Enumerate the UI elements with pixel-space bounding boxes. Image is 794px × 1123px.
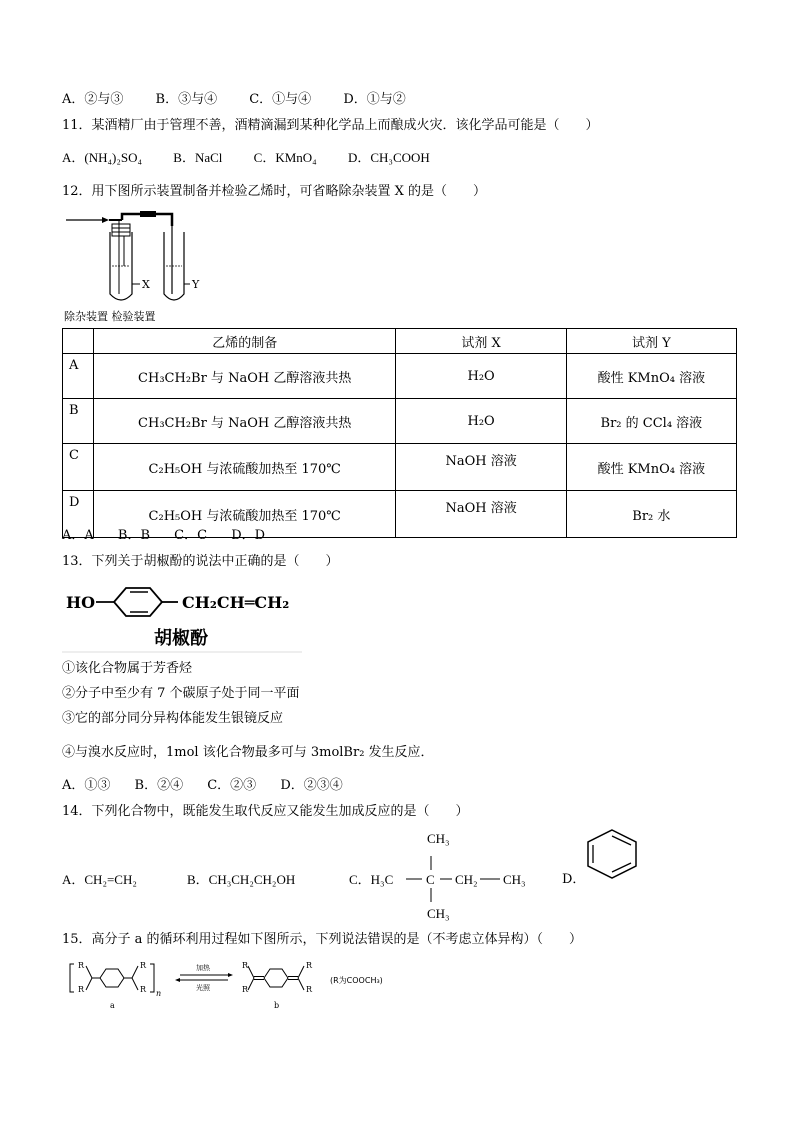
q13-statement: ④与溴水反应时，1mol 该化合物最多可与 3molBr₂ 发生反应．: [62, 745, 434, 760]
row-x: H₂O: [396, 399, 566, 444]
row-y: 酸性 KMnO₄ 溶液: [566, 444, 736, 491]
label-y: Y: [192, 278, 200, 291]
row-label: D: [63, 491, 94, 538]
q14-stem: 14．下列化合物中，既能发生取代反应又能发生加成反应的是（ ）: [62, 804, 469, 819]
row-prep: C₂H₅OH 与浓硫酸加热至 170℃: [93, 491, 396, 538]
label-x: X: [142, 278, 150, 291]
q11-options: [62, 149, 458, 167]
b-r2: R: [242, 985, 249, 994]
a-r4: R: [140, 985, 147, 994]
b-r3: R: [306, 961, 313, 970]
a-n: n: [156, 989, 162, 998]
apparatus-caption: 除杂装置 检验装置: [64, 310, 156, 323]
q13-statement: ②分子中至少有 7 个碳原子处于同一平面: [62, 686, 300, 701]
q13-option-b: B．②④: [134, 778, 184, 793]
q14-option-c-prefix: C．H₃C: [349, 872, 394, 887]
row-y: Br₂ 的 CCl₄ 溶液: [566, 399, 736, 444]
q15-scheme: [68, 956, 408, 1012]
row-label: C: [63, 444, 94, 491]
row-x: NaOH 溶液: [396, 491, 566, 538]
table-header-label: [63, 329, 94, 354]
row-y: 酸性 KMnO₄ 溶液: [566, 354, 736, 399]
q13-stem: 13．下列关于胡椒酚的说法中正确的是（ ）: [62, 554, 339, 569]
row-label: A: [63, 354, 94, 399]
q14-c-end: CH₃: [503, 872, 526, 887]
q14-option-d: D．: [562, 872, 586, 887]
q14-c-bottom: CH₃: [427, 906, 450, 921]
apparatus-figure: [62, 206, 212, 326]
arrow-top-label: 加热: [196, 964, 210, 972]
q12-option-d: D．D: [231, 528, 266, 543]
b-r1: R: [242, 961, 249, 970]
q10-option-c: C．①与④: [249, 92, 312, 107]
q13-options: [62, 777, 363, 795]
table-header-row: [63, 329, 737, 354]
q14-c-top: CH₃: [427, 831, 450, 846]
q13-option-c: C．②③: [207, 778, 257, 793]
row-label: B: [63, 399, 94, 444]
row-x: H₂O: [396, 354, 566, 399]
a-r3: R: [140, 961, 147, 970]
table-row: [63, 354, 737, 399]
q11-option-c: C．KMnO₄: [253, 150, 317, 165]
benzene-icon: [584, 828, 640, 880]
q13-option-a: A．①③: [62, 778, 111, 793]
table-header-x: 试剂 X: [396, 329, 566, 354]
q12-table: [62, 328, 737, 538]
q11-option-a: A．(NH₄)₂SO₄: [62, 150, 143, 165]
q14-option-b: B．CH₃CH₂CH₂OH: [187, 872, 296, 887]
label-b: b: [274, 1001, 280, 1010]
row-y: Br₂ 水: [566, 491, 736, 538]
q12-option-c: C．C: [174, 528, 208, 543]
q13-statement: ③它的部分同分异构体能发生银镜反应: [62, 711, 284, 726]
row-prep: C₂H₅OH 与浓硫酸加热至 170℃: [93, 444, 396, 491]
label-a: a: [110, 1001, 115, 1010]
q10-option-a: A．②与③: [62, 92, 124, 107]
row-prep: CH₃CH₂Br 与 NaOH 乙醇溶液共热: [93, 354, 396, 399]
q10-option-b: B．③与④: [155, 92, 218, 107]
b-r4: R: [306, 985, 313, 994]
table-row: [63, 444, 737, 491]
q14-c-center: C: [426, 872, 435, 887]
a-r2: R: [78, 985, 85, 994]
scheme-note: (R为COOCH₃): [330, 976, 383, 985]
row-x: NaOH 溶液: [396, 444, 566, 491]
q10-options: [62, 91, 434, 109]
table-header-y: 试剂 Y: [566, 329, 736, 354]
q13-statement: ①该化合物属于芳香烃: [62, 661, 193, 676]
q12-options: [62, 527, 285, 545]
structure-ho: HO: [66, 593, 96, 612]
structure-chain: CH₂CH═CH₂: [182, 593, 290, 612]
q14-c-right: CH₂: [455, 872, 478, 887]
q12-stem: 12．用下图所示装置制备并检验乙烯时，可省略除杂装置 X 的是（ ）: [62, 184, 487, 199]
table-row: [63, 399, 737, 444]
q12-option-a: A．A: [62, 528, 94, 543]
q10-option-d: D．①与②: [343, 92, 406, 107]
q11-stem: 11．某酒精厂由于管理不善，酒精滴漏到某种化学品上而酿成火灾．该化学品可能是（ ）: [62, 118, 599, 133]
q11-option-b: B．NaCl: [173, 150, 223, 165]
row-prep: CH₃CH₂Br 与 NaOH 乙醇溶液共热: [93, 399, 396, 444]
q13-option-d: D．②③④: [280, 778, 343, 793]
piperol-structure: [62, 578, 307, 656]
arrow-bottom-label: 光照: [196, 984, 210, 992]
q15-stem: 15．高分子 a 的循环利用过程如下图所示，下列说法错误的是（不考虑立体异构）（ ）: [62, 932, 583, 947]
q14-option-a: A．CH₂=CH₂: [62, 872, 137, 887]
q11-option-d: D．CH₃COOH: [347, 150, 430, 165]
table-header-prep: 乙烯的制备: [93, 329, 396, 354]
a-r1: R: [78, 961, 85, 970]
q12-option-b: B．B: [117, 528, 151, 543]
structure-name: 胡椒酚: [154, 628, 208, 649]
